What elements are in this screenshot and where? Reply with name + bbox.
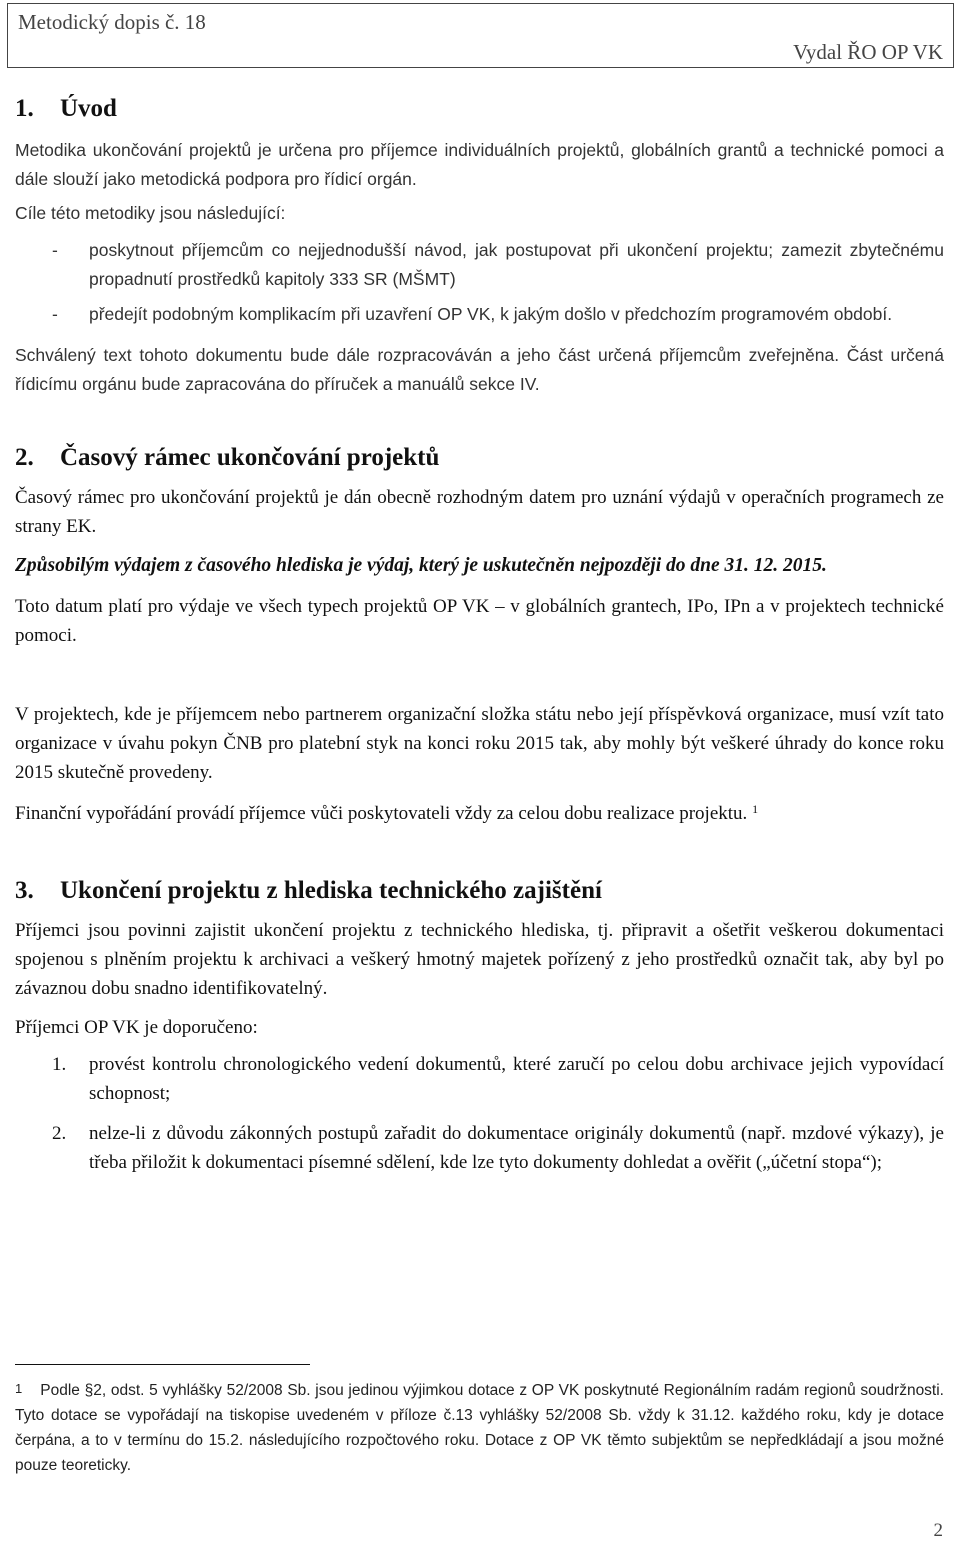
approved-text-part-a: Schválený text tohoto dokumentu bude dále rozpracováván a jeho část určená příjemcům zveřejněna.	[15, 345, 840, 365]
header-issuer: Vydal ŘO OP VK	[793, 40, 943, 64]
section-1-title: Úvod	[60, 95, 117, 122]
list-item	[15, 1119, 944, 1177]
footnote-text: Podle §2, odst. 5 vyhlášky 52/2008 Sb. jsou jedinou výjimkou dotace z OP VK poskytnuté Regionálním radám regionů soudržnosti. Tyto dotace se vypořádají na tiskopise uvedeném v příloze č.13 vyhlášky 52/2008 Sb. vždy k 31.12. každého roku, kdy je dotace čerpána, a to v termínu do 15.2. následujícího rozpočtového roku. Dotace z OP VK těmto subjektům se nepředkládají a jsou možné pouze teoreticky.	[15, 1382, 944, 1474]
list-item-text: poskytnout příjemcům co nejjednodušší návod, jak postupovat při ukončení projektu; zamezit zbytečnému propadnutí prostředků kapitoly 333 SR (MŠMT)	[89, 240, 944, 289]
document-body	[15, 92, 944, 1188]
section-2-heading	[15, 441, 944, 475]
section-1-goals-lead: Cíle této metodiky jsou následující:	[15, 203, 286, 223]
list-marker: -	[52, 240, 58, 260]
footnote-reference: 1	[752, 802, 759, 816]
footnote	[15, 1378, 944, 1478]
section-1-intro: Metodika ukončování projektů je určena pro příjemce individuálních projektů, globálních grantů a technické pomoci a dále slouží jako metodická podpora pro řídicí orgán.	[15, 140, 944, 189]
section-3-number: 3.	[15, 877, 34, 904]
section-2-eligible-expense-rule: Způsobilým výdajem z časového hlediska je výdaj, který je uskutečněn nejpozději do dne 31. 12. 2015.	[15, 555, 827, 576]
section-2-number: 2.	[15, 444, 34, 471]
list-item	[15, 1050, 944, 1108]
recommendation-list	[15, 1050, 944, 1177]
list-marker: 1.	[52, 1054, 67, 1075]
footnote-separator	[15, 1364, 310, 1365]
footnote-number: 1	[15, 1381, 23, 1396]
section-2-paragraph-5	[15, 799, 944, 828]
list-item-text: předejít podobným komplikacím při uzavření OP VK, k jakým došlo v předchozím programovém období.	[89, 304, 893, 324]
section-2-title: Časový rámec ukončování projektů	[60, 444, 440, 471]
page-header	[7, 3, 954, 68]
header-document-title: Metodický dopis č. 18	[18, 10, 206, 34]
list-marker: -	[52, 304, 58, 324]
section-2-paragraph-1: Časový rámec pro ukončování projektů je dán obecně rozhodným datem pro uznání výdajů v operačních programech ze strany EK.	[15, 487, 944, 537]
page-number: 2	[933, 1520, 943, 1541]
list-marker: 2.	[52, 1123, 67, 1144]
section-3-title: Ukončení projektu z hlediska technického zajištění	[60, 877, 602, 904]
section-1-number: 1.	[15, 95, 34, 122]
paragraph-5-text: Finanční vypořádání provádí příjemce vůči poskytovateli vždy za celou dobu realizace projektu.	[15, 803, 748, 824]
section-2-paragraph-4: V projektech, kde je příjemcem nebo partnerem organizační složka státu nebo její příspěvková organizace, musí vzít tato organizace v úvahu pokyn ČNB pro platební styk na konci roku 2015 tak, aby mohly být veškeré úhrady do konce roku 2015 skutečně provedeny.	[15, 704, 944, 783]
section-2-paragraph-3: Toto datum platí pro výdaje ve všech typech projektů OP VK – v globálních grantech, IPo, IPn a v projektech technické pomoci.	[15, 596, 944, 646]
section-1-heading	[15, 92, 944, 126]
section-3-paragraph-1: Příjemci jsou povinni zajistit ukončení projektu z technického hlediska, tj. připravit a ošetřit veškerou dokumentaci spojenou s plněním projektu k archivaci a veškerý hmotný majetek pořízený z jeho prostředků označit tak, aby byl po závaznou dobu snadno identifikovatelný.	[15, 920, 944, 999]
section-1-approved-text	[15, 341, 944, 399]
section-3-heading	[15, 874, 944, 908]
list-item	[15, 236, 944, 294]
list-item-text: provést kontrolu chronologického vedení dokumentů, které zaručí po celou dobu archivace jejich vypovídací schopnost;	[89, 1054, 944, 1104]
list-item	[15, 300, 944, 329]
section-3-recommendation-lead: Příjemci OP VK je doporučeno:	[15, 1017, 258, 1038]
approved-text-part-b: Část určená řídicímu orgánu bude zapracována do příruček a manuálů sekce IV.	[15, 345, 944, 394]
list-item-text: nelze-li z důvodu zákonných postupů zařadit do dokumentace originály dokumentů (např. mzdové výkazy), je třeba přiložit k dokumentaci písemné sdělení, kde lze tyto dokumenty dohledat a ověřit („účetní stopa“);	[89, 1123, 944, 1173]
goals-list	[15, 236, 944, 329]
